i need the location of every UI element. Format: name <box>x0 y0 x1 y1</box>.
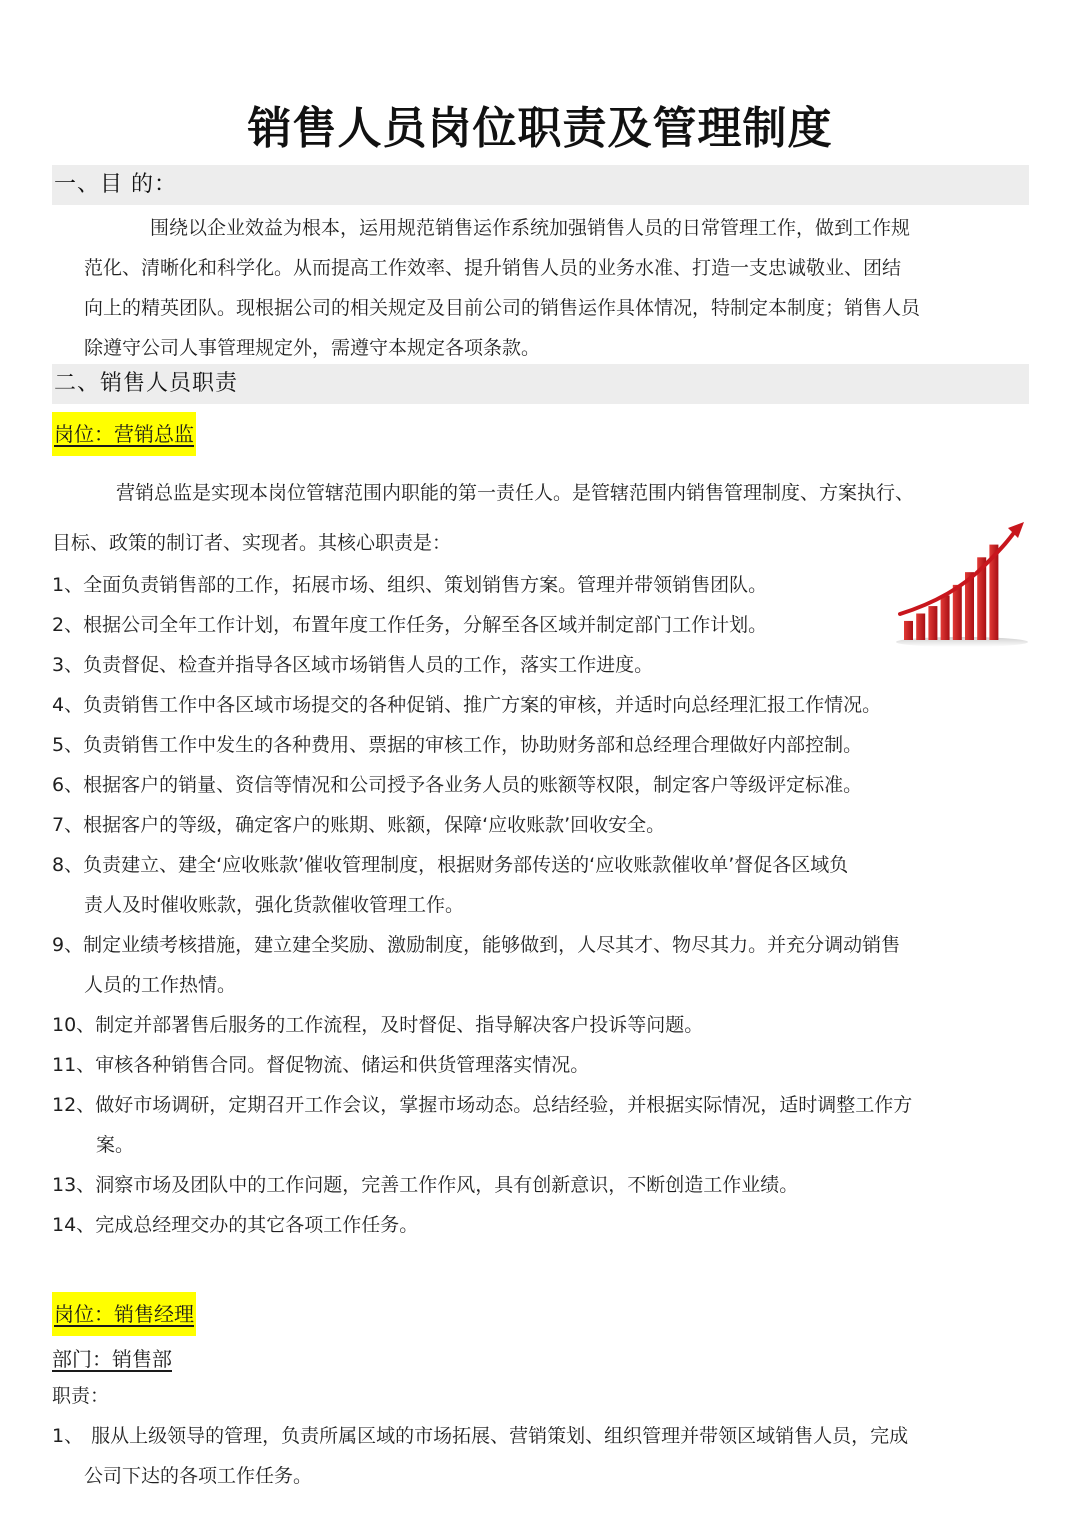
director-duty-item <box>52 685 881 725</box>
duty-number: 5、 <box>52 734 84 756</box>
duty-text: 做好市场调研，定期召开工作会议，掌握市场动态。总结经验，并根据实际情况，适时调整工作方 <box>95 1094 913 1116</box>
duty-text: 洞察市场及团队中的工作问题，完善工作作风，具有创新意识，不断创造工作业绩。 <box>95 1174 799 1196</box>
director-duty-item <box>52 1045 589 1085</box>
duty-text: 案。 <box>96 1134 135 1156</box>
duty-text: 完成总经理交办的其它各项工作任务。 <box>95 1214 419 1236</box>
director-duty-item <box>52 765 862 805</box>
duty-text: 人员的工作热情。 <box>84 974 237 996</box>
director-duty-item <box>52 1085 912 1125</box>
duty-number: 3、 <box>52 654 84 676</box>
duty-number: 6、 <box>52 774 84 796</box>
duty-text: 负责督促、检查并指导各区域市场销售人员的工作，落实工作进度。 <box>83 654 654 676</box>
duty-text: 责人及时催收账款，强化货款催收管理工作。 <box>84 894 465 916</box>
duty-text: 公司下达的各项工作任务。 <box>84 1465 313 1487</box>
duty-text: 负责销售工作中各区域市场提交的各种促销、推广方案的审核，并适时向总经理汇报工作情况。 <box>83 694 882 716</box>
director-duty-item <box>52 645 653 685</box>
director-duty-item <box>52 605 767 645</box>
director-duty-item <box>84 965 236 1005</box>
director-duty-item <box>52 1165 798 1205</box>
manager-duty-item <box>84 1456 312 1496</box>
director-duty-item <box>52 805 665 845</box>
director-position-label-wrap <box>52 412 196 456</box>
purpose-line-1: 围绕以企业效益为根本，运用规范销售运作系统加强销售人员的日常管理工作，做到工作规 <box>150 217 911 239</box>
chart-bar <box>941 595 950 640</box>
purpose-line-2: 范化、清晰化和科学化。从而提高工作效率、提升销售人员的业务水准、打造一支忠诚敬业、团结 <box>84 257 902 279</box>
duty-number: 10、 <box>52 1014 96 1036</box>
duty-text: 制定并部署售后服务的工作流程，及时督促、指导解决客户投诉等问题。 <box>95 1014 704 1036</box>
chart-bar <box>916 614 925 641</box>
director-duty-item <box>52 925 900 965</box>
manager-position-label-wrap <box>52 1292 196 1336</box>
duty-text: 根据客户的等级，确定客户的账期、账额，保障‘应收账款’回收安全。 <box>83 814 666 836</box>
director-intro-line-2: 目标、政策的制订者、实现者。其核心职责是： <box>52 532 452 554</box>
duty-number: 14、 <box>52 1214 96 1236</box>
director-duty-item <box>52 1205 418 1245</box>
duty-text: 根据客户的销量、资信等情况和公司授予各业务人员的账额等权限，制定客户等级评定标准。 <box>83 774 863 796</box>
duty-number: 13、 <box>52 1174 96 1196</box>
director-duty-item <box>52 725 862 765</box>
director-duty-item <box>52 845 848 885</box>
manager-position-label: 岗位：销售经理 <box>52 1292 196 1336</box>
chart-bar <box>928 606 937 640</box>
duties-heading: 二、销售人员职责 <box>54 371 239 396</box>
duty-number: 2、 <box>52 614 84 636</box>
duty-number: 1、 <box>52 574 84 596</box>
duty-text: 审核各种销售合同。督促物流、储运和供货管理落实情况。 <box>95 1054 590 1076</box>
duty-number: 8、 <box>52 854 84 876</box>
duty-text: 负责销售工作中发生的各种费用、票据的审核工作，协助财务部和总经理合理做好内部控制。 <box>83 734 863 756</box>
director-intro-line-1: 营销总监是实现本岗位管辖范围内职能的第一责任人。是管辖范围内销售管理制度、方案执行、 <box>116 482 915 504</box>
manager-dept-label: 部门：销售部 <box>52 1347 172 1371</box>
duty-number: 1、 <box>52 1425 84 1447</box>
manager-duties-label: 职责： <box>52 1385 110 1407</box>
director-position-label: 岗位：营销总监 <box>52 412 196 456</box>
duty-text: 服从上级领导的管理，负责所属区域的市场拓展、营销策划、组织管理并带领区域销售人员，完成 <box>91 1425 909 1447</box>
director-duty-item <box>96 1125 134 1165</box>
manager-duty-item <box>52 1416 908 1456</box>
duty-text: 根据公司全年工作计划，布置年度工作任务，分解至各区域并制定部门工作计划。 <box>83 614 768 636</box>
director-duty-item <box>52 565 767 605</box>
duty-number: 7、 <box>52 814 84 836</box>
duty-number: 9、 <box>52 934 84 956</box>
purpose-heading: 一、目 的： <box>54 172 177 197</box>
director-duty-item <box>84 885 464 925</box>
duty-text: 负责建立、建全‘应收账款’催收管理制度，根据财务部传送的‘应收账款催收单’督促各区域负 <box>83 854 849 876</box>
duty-text: 制定业绩考核措施，建立建全奖励、激励制度，能够做到，人尽其才、物尽其力。并充分调动销售 <box>83 934 901 956</box>
chart-bar <box>904 621 913 640</box>
duty-text: 全面负责销售部的工作，拓展市场、组织、策划销售方案。管理并带领销售团队。 <box>83 574 768 596</box>
purpose-line-3: 向上的精英团队。现根据公司的相关规定及目前公司的销售运作具体情况，特制定本制度；销售人员 <box>84 297 921 319</box>
duty-number: 4、 <box>52 694 84 716</box>
duties-heading-bar <box>52 364 1029 404</box>
chart-bar <box>953 585 962 640</box>
director-duty-item <box>52 1005 703 1045</box>
duty-number: 11、 <box>52 1054 96 1076</box>
duty-number: 12、 <box>52 1094 96 1116</box>
growth-bar-chart-icon <box>892 518 1032 650</box>
purpose-heading-bar <box>52 165 1029 205</box>
purpose-line-4: 除遵守公司人事管理规定外，需遵守本规定各项条款。 <box>84 337 541 359</box>
document-title: 销售人员岗位职责及管理制度 <box>247 103 833 154</box>
